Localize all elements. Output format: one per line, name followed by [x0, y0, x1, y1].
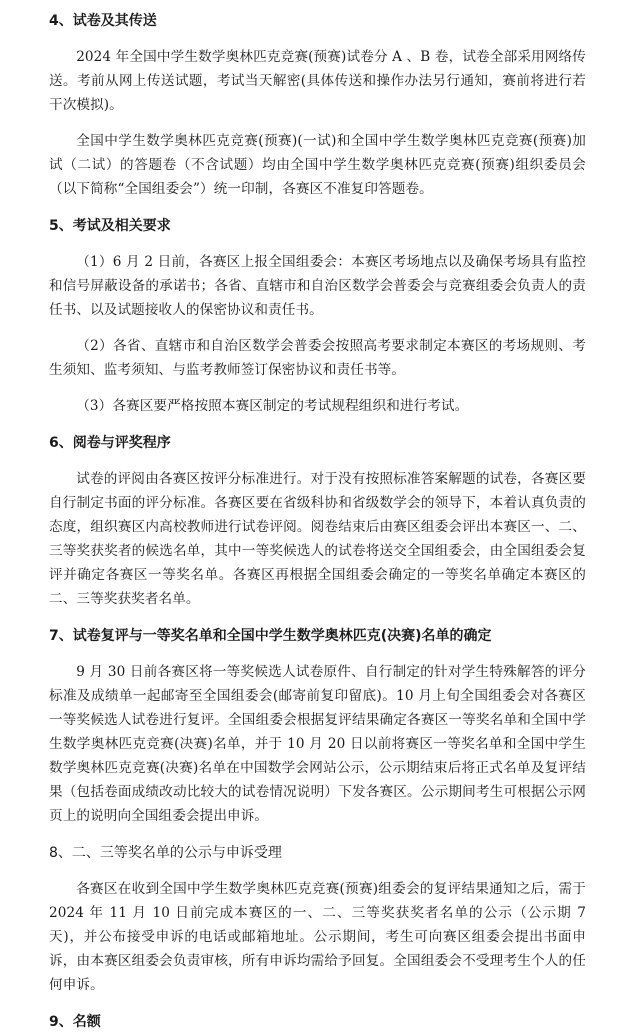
- paragraph-publicity-appeals: 各赛区在收到全国中学生数学奥林匹克竞赛(预赛)组委会的复评结果通知之后，需于 2024 年 11 月 10 日前完成本赛区的一、二、三等奖获奖者名单的公示（公示期 7 天)，并公布接受申诉的电话或邮箱地址。公示期间，考生可向赛区组委会提出书面申诉，由本赛区组委会负责审核，所有申诉均需给予回复。全国组委会不受理考生个人的任何申诉。: [49, 881, 586, 993]
- paragraph-requirement-3: （3）各赛区要严格按照本赛区制定的考试规程组织和进行考试。: [76, 398, 469, 414]
- paragraph-requirement-2: （2）各省、直辖市和自治区数学会普委会按照高考要求制定本赛区的考场规则、考生须知、监考须知、与监考教师签订保密协议和责任书等。: [49, 338, 586, 378]
- paragraph-review-process: 9 月 30 日前各赛区将一等奖候选人试卷原件、自行制定的针对学生特殊解答的评分标准及成绩单一起邮寄至全国组委会(邮寄前复印留底)。10 月上旬全国组委会对各赛区一等奖候选人试卷进行复评。全国组委会根据复评结果确定各赛区一等奖名单和全国中学生数学奥林匹克竞赛(决赛)名单，并于 10 月 20 日以前将赛区一等奖名单和全国中学生数学奥林匹克竞赛(决赛)名单在中国数学会网站公示，公示期结束后将正式名单及复评结果（包括卷面成绩改动比较大的试卷情况说明）下发各赛区。公示期间考生可根据公示网页上的说明向全国组委会提出申诉。: [49, 664, 586, 824]
- paragraph-requirement-1: （1）6 月 2 日前，各赛区上报全国组委会：本赛区考场地点以及确保考场具有监控和信号屏蔽设备的承诺书；各省、直辖市和自治区数学会普委会与竞赛组委会负责人的责任书、以及试题接收人的保密协议和责任书。: [49, 254, 586, 318]
- section-heading-8: 8、二、三等奖名单的公示与申诉受理: [49, 845, 282, 861]
- section-heading-6: 6、阅卷与评奖程序: [49, 435, 171, 451]
- section-heading-4: 4、试卷及其传送: [49, 13, 157, 29]
- section-heading-9: 9、名额: [49, 1014, 101, 1030]
- section-heading-7: 7、试卷复评与一等奖名单和全国中学生数学奥林匹克(决赛)名单的确定: [49, 628, 492, 644]
- section-heading-5: 5、考试及相关要求: [49, 218, 171, 234]
- paragraph-grading-procedure: 试卷的评阅由各赛区按评分标准进行。对于没有按照标准答案解题的试卷，各赛区要自行制定书面的评分标准。各赛区要在省级科协和省级数学会的领导下，本着认真负责的态度，组织赛区内高校教师进行试卷评阅。阅卷结束后由赛区组委会评出本赛区一、二、三等奖获奖者的候选名单，其中一等奖候选人的试卷将送交全国组委会，由全国组委会复评并确定各赛区一等奖名单。各赛区再根据全国组委会确定的一等奖名单确定本赛区的二、三等奖获奖者名单。: [49, 471, 586, 607]
- paragraph-exam-transmission: 2024 年全国中学生数学奥林匹克竞赛(预赛)试卷分 A 、B 卷，试卷全部采用网络传送。考前从网上传送试题，考试当天解密(具体传送和操作办法另行通知，赛前将进行若干次模拟)。: [49, 49, 586, 113]
- paragraph-answer-sheets: 全国中学生数学奥林匹克竞赛(预赛)(一试)和全国中学生数学奥林匹克竞赛(预赛)加试（二试）的答题卷（不含试题）均由全国中学生数学奥林匹克竞赛(预赛)组织委员会（以下简称“全国组委会”）统一印制，各赛区不准复印答题卷。: [49, 133, 586, 197]
